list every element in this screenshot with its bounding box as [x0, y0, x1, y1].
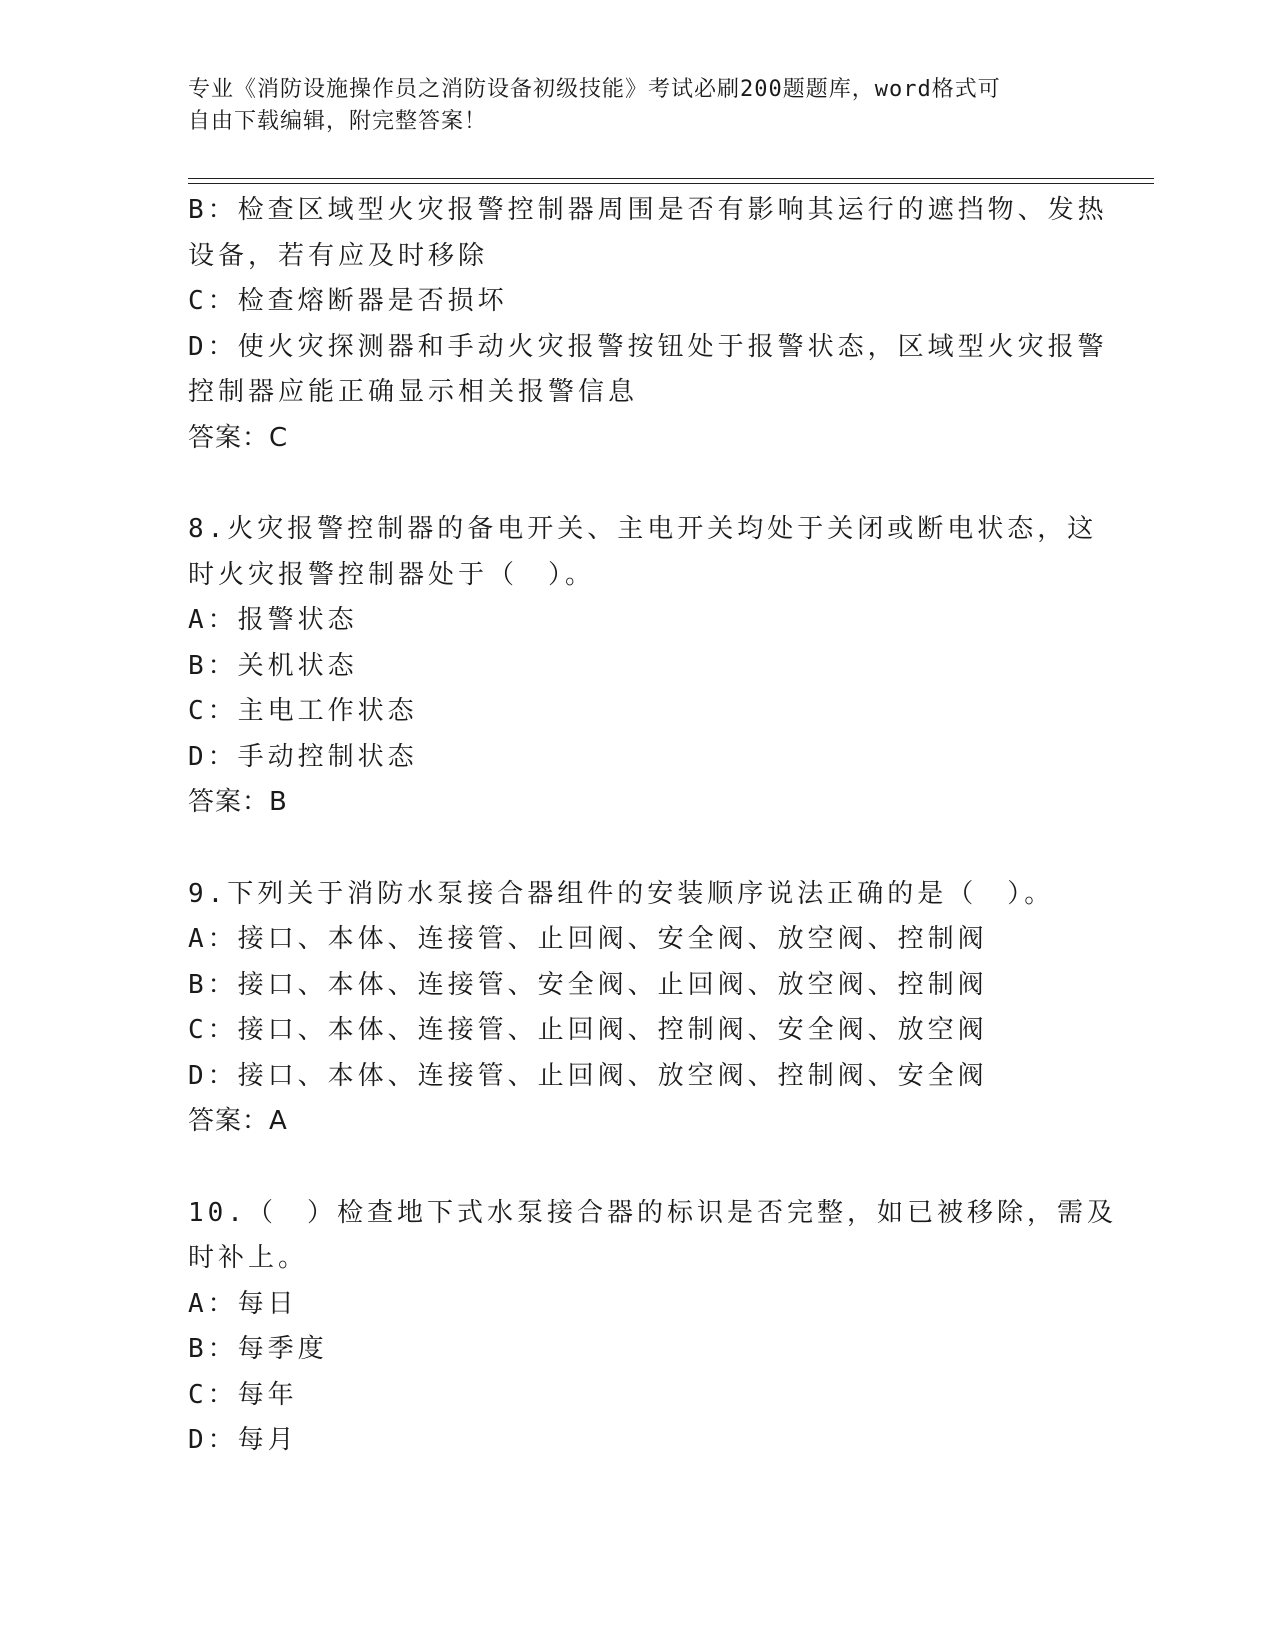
option-d-line-1: D：使火灾探测器和手动火灾报警按钮处于报警状态，区域型火灾报警	[188, 331, 1108, 362]
question-10	[188, 1191, 1117, 1464]
question-8	[188, 507, 1098, 826]
option-b: B：接口、本体、连接管、安全阀、止回阀、放空阀、控制阀	[188, 969, 988, 1000]
header-line-2: 自由下载编辑，附完整答案！	[188, 109, 488, 134]
document-body	[188, 188, 1117, 1464]
question-7-continued	[188, 188, 1108, 461]
spacer	[188, 461, 1068, 507]
option-b: B：每季度	[188, 1334, 328, 1364]
question-stem-line-2: 时补上。	[188, 1243, 309, 1273]
header-divider	[188, 178, 1154, 184]
question-stem-line-2: 时火灾报警控制器处于（ ）。	[188, 559, 596, 590]
option-d: D：手动控制状态	[188, 741, 418, 772]
option-d: D：每月	[188, 1425, 298, 1455]
option-b-line-1: B：检查区域型火灾报警控制器周围是否有影响其运行的遮挡物、发热	[188, 195, 1108, 225]
option-a: A：每日	[188, 1288, 298, 1319]
answer: 答案：B	[188, 787, 288, 817]
page-header	[188, 74, 1068, 138]
question-stem-line-1: 8.火灾报警控制器的备电开关、主电开关均处于关闭或断电状态，这	[188, 514, 1098, 544]
option-a: A：接口、本体、连接管、止回阀、安全阀、放空阀、控制阀	[188, 924, 988, 954]
answer: 答案：C	[188, 422, 289, 453]
spacer	[188, 1145, 1068, 1191]
option-c: C：每年	[188, 1379, 298, 1410]
option-d-line-2: 控制器应能正确显示相关报警信息	[188, 377, 639, 407]
option-b: B：关机状态	[188, 650, 358, 681]
option-d: D：接口、本体、连接管、止回阀、放空阀、控制阀、安全阀	[188, 1060, 988, 1091]
answer: 答案：A	[188, 1106, 288, 1136]
spacer	[188, 826, 1068, 872]
option-c: C：检查熔断器是否损坏	[188, 286, 508, 316]
question-stem-line-1: 9.下列关于消防水泵接合器组件的安装顺序说法正确的是（ ）。	[188, 878, 1055, 909]
option-c: C：主电工作状态	[188, 696, 418, 726]
question-9	[188, 872, 1068, 1145]
header-line-1: 专业《消防设施操作员之消防设备初级技能》考试必刷200题题库，word格式可	[188, 77, 1001, 102]
option-a: A：报警状态	[188, 605, 358, 635]
option-c: C：接口、本体、连接管、止回阀、控制阀、安全阀、放空阀	[188, 1015, 988, 1045]
option-b-line-2: 设备，若有应及时移除	[188, 240, 489, 271]
question-stem-line-1: 10.（ ）检查地下式水泵接合器的标识是否完整，如已被移除，需及	[188, 1197, 1117, 1228]
